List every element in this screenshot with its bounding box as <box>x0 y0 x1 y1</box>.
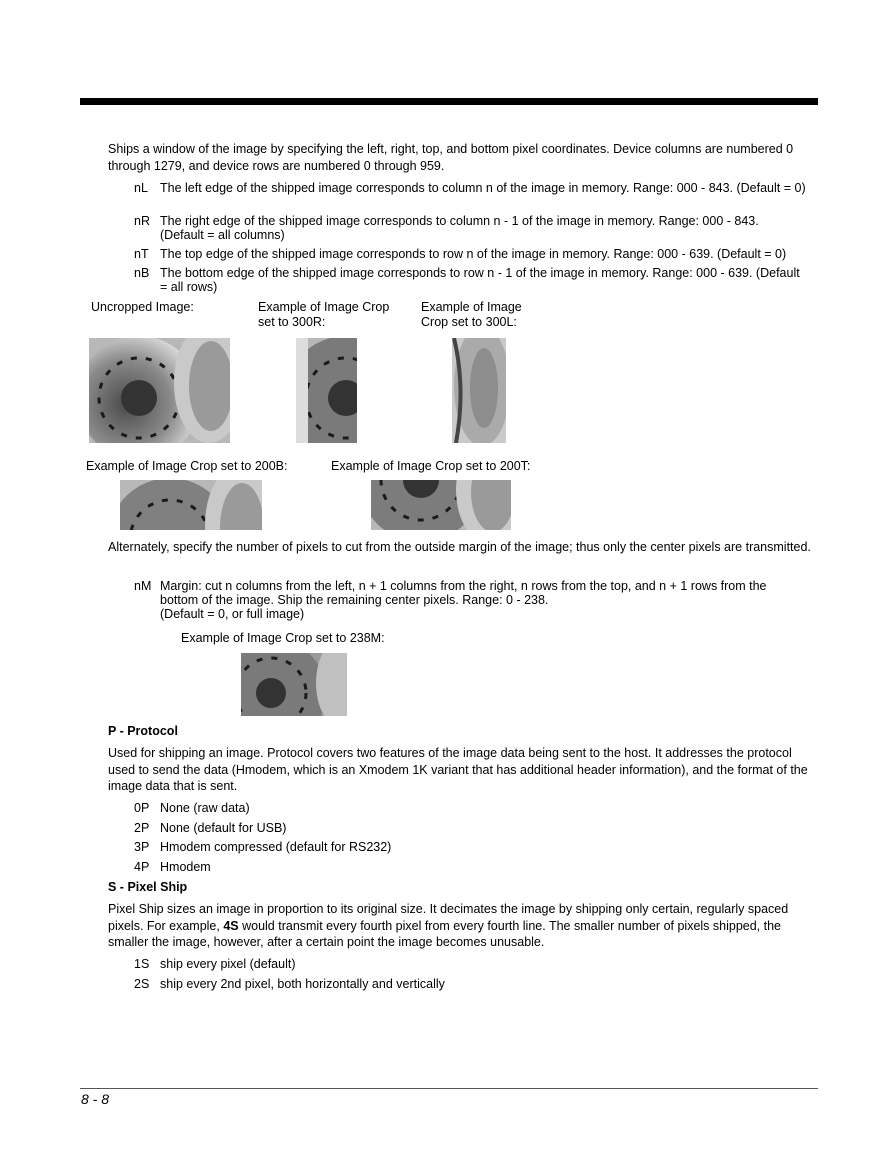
option-code: nT <box>134 247 149 261</box>
option-code: 2P <box>134 821 150 835</box>
option-desc-line3: (Default = 0, or full image) <box>160 607 305 621</box>
crop-238m-image <box>241 653 347 716</box>
option-desc: Hmodem compressed (default for RS232) <box>160 840 392 854</box>
protocol-paragraph: Used for shipping an image. Protocol covers two features of the image data being sent to the host. It addresses the protocol used to send the data (Hmodem, which is an Xmodem 1K variant that has additional header information), and the format of the image data that is sent. <box>108 746 808 793</box>
option-desc: ship every 2nd pixel, both horizontally and vertically <box>160 977 445 991</box>
option-desc: None (default for USB) <box>160 821 287 835</box>
option-1S <box>134 957 634 971</box>
crop-200b-image <box>120 480 262 530</box>
crop-200t-image <box>371 480 511 530</box>
page-number: 8 - 8 <box>81 1091 110 1107</box>
option-desc: Hmodem <box>160 860 211 874</box>
option-0P <box>134 801 534 815</box>
option-code: 1S <box>134 957 150 971</box>
option-desc: The right edge of the shipped image corresponds to column n - 1 of the image in memory. Range: 000 - 843. (Default = all columns) <box>160 214 759 242</box>
margin-intro-paragraph: Alternately, specify the number of pixels to cut from the outside margin of the image; thus only the center pixels are transmitted. <box>108 540 811 554</box>
option-desc-line1: Margin: cut n columns from the left, n + 1 columns from the right, n rows from the top, and n + 1 rows from the <box>160 579 767 593</box>
option-3P <box>134 840 534 854</box>
caption-uncropped: Uncropped Image: <box>91 300 194 314</box>
caption-crop-238m: Example of Image Crop set to 238M: <box>181 631 385 645</box>
option-code: nB <box>134 266 150 280</box>
option-code: 3P <box>134 840 150 854</box>
option-desc: None (raw data) <box>160 801 250 815</box>
caption-crop-200t: Example of Image Crop set to 200T: <box>331 459 531 473</box>
header-rule <box>80 98 818 105</box>
option-code: 0P <box>134 801 150 815</box>
footer-rule <box>80 1088 818 1089</box>
option-code: nM <box>134 579 152 593</box>
protocol-heading: P - Protocol <box>108 724 178 738</box>
caption-crop-300r: Example of Image Crop set to 300R: <box>258 300 390 329</box>
option-nT <box>134 247 824 261</box>
option-4P <box>134 860 534 874</box>
option-code: 4P <box>134 860 150 874</box>
intro-paragraph: Ships a window of the image by specifying the left, right, top, and bottom pixel coordinates. Device columns are numbered 0 through 1279, and device rows are numbered 0 through 959. <box>108 142 794 173</box>
option-code: nL <box>134 181 148 195</box>
option-desc-line2: bottom of the image. Ship the remaining center pixels. Range: 0 - 238. <box>160 593 549 607</box>
option-code: nR <box>134 214 150 228</box>
option-nM <box>134 579 818 621</box>
option-desc: ship every pixel (default) <box>160 957 296 971</box>
option-2S <box>134 977 634 991</box>
option-desc: The top edge of the shipped image corresponds to row n of the image in memory. Range: 000 - 639. (Default = 0) <box>160 247 787 261</box>
option-code: 2S <box>134 977 150 991</box>
option-nB <box>134 266 818 294</box>
option-desc: The bottom edge of the shipped image corresponds to row n - 1 of the image in memory. Range: 000 - 639. (Default = all rows) <box>160 266 800 294</box>
option-nR <box>134 214 818 242</box>
option-desc: The left edge of the shipped image corresponds to column n of the image in memory. Range: 000 - 843. (Default = 0) <box>160 181 806 195</box>
crop-300l-image <box>452 338 506 443</box>
uncropped-image <box>89 338 230 443</box>
pixel-ship-paragraph: Pixel Ship sizes an image in proportion to its original size. It decimates the image by shipping only certain, regularly spaced pixels. For example, 4S would transmit every fourth pixel from every fourth line. The smaller number of pixels shipped, the smaller the image, however, after a certain point the image becomes unusable. <box>108 902 789 949</box>
caption-crop-200b: Example of Image Crop set to 200B: <box>86 459 288 473</box>
crop-300r-image <box>296 338 357 443</box>
pixel-ship-heading: S - Pixel Ship <box>108 880 188 894</box>
caption-crop-300l: Example of Image Crop set to 300L: <box>421 300 522 329</box>
option-nL <box>134 181 818 209</box>
option-2P <box>134 821 534 835</box>
